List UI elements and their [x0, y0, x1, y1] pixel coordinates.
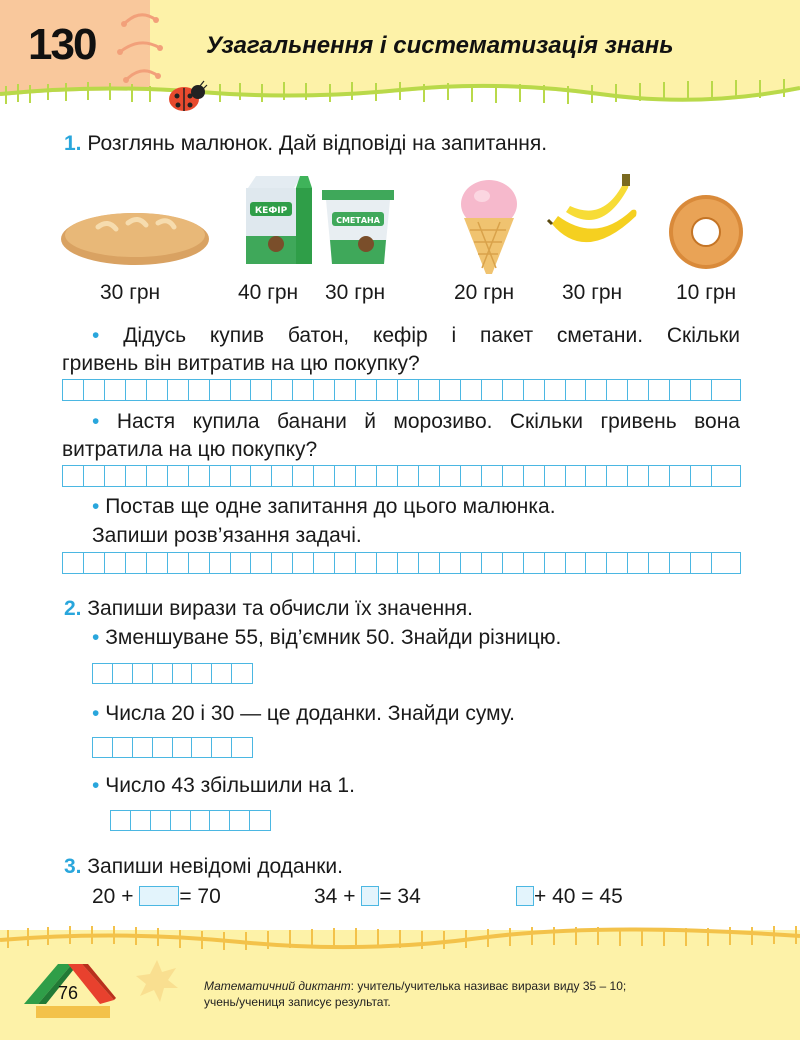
- kefir-icon: [242, 170, 314, 266]
- grid-cell[interactable]: [147, 466, 168, 486]
- grid-cell[interactable]: [377, 380, 398, 400]
- grid-cell[interactable]: [691, 380, 712, 400]
- grid-cell[interactable]: [314, 466, 335, 486]
- grid-cell[interactable]: [84, 553, 105, 573]
- grid-cell[interactable]: [503, 553, 524, 573]
- price-banana: 30 грн: [562, 281, 623, 304]
- task2-item-1: • Зменшуване 55, від’ємник 50. Знайди різницю.: [92, 626, 562, 649]
- grid-cell[interactable]: [293, 553, 314, 573]
- grid-cell[interactable]: [566, 553, 587, 573]
- question-2-line-2: витратила на цю покупку?: [62, 438, 318, 461]
- bread-icon: [58, 205, 212, 267]
- task1-instruction: 1. Розглянь малюнок. Дай відповіді на запитання.: [64, 132, 548, 155]
- grid-cell[interactable]: [649, 380, 670, 400]
- ladybug-icon: [164, 80, 208, 114]
- grid-cell[interactable]: [503, 380, 524, 400]
- grid-cell[interactable]: [712, 380, 740, 400]
- kefir-label: КЕФІР: [254, 206, 288, 216]
- price-kefir: 40 грн: [238, 281, 299, 304]
- task2-instruction: 2. Запиши вирази та обчисли їх значення.: [64, 597, 473, 620]
- grid-cell[interactable]: [293, 466, 314, 486]
- equation-2: 34 + = 34: [314, 885, 421, 908]
- grid-cell[interactable]: [482, 553, 503, 573]
- equation-1: 20 + = 70: [92, 885, 221, 908]
- grid-cell[interactable]: [482, 466, 503, 486]
- page-number: 76: [58, 983, 79, 1003]
- grid-cell[interactable]: [356, 553, 377, 573]
- answer-grid-1[interactable]: [62, 379, 741, 401]
- grid-cell[interactable]: [356, 466, 377, 486]
- question-1-line-2: гривень він витратив на цю покупку?: [62, 352, 420, 375]
- leaf-decoration-icon: [132, 956, 182, 1006]
- grid-cell[interactable]: [545, 380, 566, 400]
- question-2-line-1: • Настя купила банани й морозиво. Скільки гривень вона: [92, 410, 740, 433]
- grid-cell[interactable]: [63, 553, 84, 573]
- banana-icon: [546, 172, 646, 260]
- grid-cell[interactable]: [251, 466, 272, 486]
- grid-cell[interactable]: [126, 380, 147, 400]
- question-3-line-1: • Постав ще одне запитання до цього малюнка.: [92, 495, 556, 518]
- answer-box-2-2[interactable]: [92, 737, 253, 758]
- grid-cell[interactable]: [607, 466, 628, 486]
- price-bagel: 10 грн: [676, 281, 737, 304]
- grid-cell[interactable]: [231, 553, 252, 573]
- grid-cell[interactable]: [440, 466, 461, 486]
- equation-3-blank[interactable]: [516, 886, 534, 906]
- grid-cell[interactable]: [670, 380, 691, 400]
- equation-3: + 40 = 45: [516, 883, 623, 911]
- grid-cell[interactable]: [210, 553, 231, 573]
- question-3-line-2: Запиши розв’язання задачі.: [92, 524, 362, 547]
- grid-cell[interactable]: [524, 380, 545, 400]
- grid-cell[interactable]: [272, 466, 293, 486]
- price-bread: 30 грн: [100, 281, 161, 304]
- grid-cell[interactable]: [461, 553, 482, 573]
- grid-cell[interactable]: [210, 380, 231, 400]
- grid-cell[interactable]: [272, 553, 293, 573]
- grid-cell[interactable]: [419, 466, 440, 486]
- grid-cell[interactable]: [691, 553, 712, 573]
- task2-item-2: • Числа 20 і 30 — це доданки. Знайди суму.: [92, 702, 515, 725]
- grid-cell[interactable]: [377, 466, 398, 486]
- grid-cell[interactable]: [649, 466, 670, 486]
- grid-cell[interactable]: [545, 466, 566, 486]
- grid-cell[interactable]: [147, 553, 168, 573]
- grid-cell[interactable]: [670, 466, 691, 486]
- bagel-icon: [666, 192, 746, 272]
- grid-cell[interactable]: [189, 553, 210, 573]
- grid-cell[interactable]: [398, 553, 419, 573]
- answer-box-2-3[interactable]: [110, 810, 271, 831]
- grid-cell[interactable]: [84, 380, 105, 400]
- grid-cell[interactable]: [105, 380, 126, 400]
- answer-grid-3[interactable]: [62, 552, 741, 574]
- grid-cell[interactable]: [712, 466, 740, 486]
- grid-cell[interactable]: [126, 466, 147, 486]
- grid-cell[interactable]: [335, 380, 356, 400]
- grid-cell[interactable]: [168, 553, 189, 573]
- grid-cell[interactable]: [440, 553, 461, 573]
- grid-cell[interactable]: [524, 553, 545, 573]
- grid-cell[interactable]: [586, 553, 607, 573]
- price-ice-cream: 20 грн: [454, 281, 515, 304]
- grid-cell[interactable]: [105, 553, 126, 573]
- grid-cell[interactable]: [356, 380, 377, 400]
- grid-cell[interactable]: [314, 553, 335, 573]
- grid-cell[interactable]: [335, 553, 356, 573]
- grid-cell[interactable]: [649, 553, 670, 573]
- grid-cell[interactable]: [461, 380, 482, 400]
- grid-cell[interactable]: [126, 553, 147, 573]
- price-smetana: 30 грн: [325, 281, 386, 304]
- grid-cell[interactable]: [503, 466, 524, 486]
- grid-cell[interactable]: [314, 380, 335, 400]
- smetana-label: СМЕТАНА: [336, 216, 380, 225]
- grid-cell[interactable]: [628, 466, 649, 486]
- grid-cell[interactable]: [189, 466, 210, 486]
- footnote: Математичний диктант: учитель/учителька називає вирази виду 35 – 10; учень/учениця записує результат.: [204, 979, 627, 1009]
- grid-cell[interactable]: [84, 466, 105, 486]
- grass-border-bottom: [0, 918, 800, 958]
- grid-cell[interactable]: [189, 380, 210, 400]
- grid-cell[interactable]: [419, 553, 440, 573]
- grid-cell[interactable]: [607, 553, 628, 573]
- grid-cell[interactable]: [272, 380, 293, 400]
- swirl-decoration-icon: [112, 6, 172, 86]
- grid-cell[interactable]: [231, 466, 252, 486]
- grid-cell[interactable]: [586, 466, 607, 486]
- grid-cell[interactable]: [231, 380, 252, 400]
- grid-cell[interactable]: [524, 466, 545, 486]
- grid-cell[interactable]: [251, 380, 272, 400]
- grid-cell[interactable]: [440, 380, 461, 400]
- grass-border-top: [0, 78, 800, 112]
- grid-cell[interactable]: [419, 380, 440, 400]
- grid-cell[interactable]: [251, 553, 272, 573]
- answer-grid-2[interactable]: [62, 465, 741, 487]
- grid-cell[interactable]: [63, 380, 84, 400]
- grid-cell[interactable]: [168, 466, 189, 486]
- lesson-number: 130: [28, 20, 96, 69]
- grid-cell[interactable]: [210, 466, 231, 486]
- grid-cell[interactable]: [628, 553, 649, 573]
- grid-cell[interactable]: [566, 466, 587, 486]
- answer-box-2-1[interactable]: [92, 663, 253, 684]
- grid-cell[interactable]: [607, 380, 628, 400]
- grid-cell[interactable]: [147, 380, 168, 400]
- task3-instruction: 3. Запиши невідомі доданки.: [64, 855, 343, 878]
- grid-cell[interactable]: [691, 466, 712, 486]
- grid-cell[interactable]: [398, 380, 419, 400]
- grid-cell[interactable]: [482, 380, 503, 400]
- smetana-icon: [322, 190, 394, 266]
- grid-cell[interactable]: [293, 380, 314, 400]
- ice-cream-icon: [458, 178, 520, 276]
- grid-cell[interactable]: [670, 553, 691, 573]
- grid-cell[interactable]: [628, 380, 649, 400]
- grid-cell[interactable]: [377, 553, 398, 573]
- grid-cell[interactable]: [168, 380, 189, 400]
- grid-cell[interactable]: [105, 466, 126, 486]
- grid-cell[interactable]: [566, 380, 587, 400]
- grid-cell[interactable]: [398, 466, 419, 486]
- equation-2-blank[interactable]: [361, 886, 379, 906]
- grid-cell[interactable]: [461, 466, 482, 486]
- grid-cell[interactable]: [712, 553, 740, 573]
- grid-cell[interactable]: [335, 466, 356, 486]
- grid-cell[interactable]: [545, 553, 566, 573]
- question-1-line-1: • Дідусь купив батон, кефір і пакет сметани. Скільки: [92, 324, 740, 347]
- grid-cell[interactable]: [586, 380, 607, 400]
- task2-item-3: • Число 43 збільшили на 1.: [92, 774, 355, 797]
- grid-cell[interactable]: [63, 466, 84, 486]
- equation-1-blank[interactable]: [139, 886, 179, 906]
- page-title: Узагальнення і систематизація знань: [206, 32, 674, 59]
